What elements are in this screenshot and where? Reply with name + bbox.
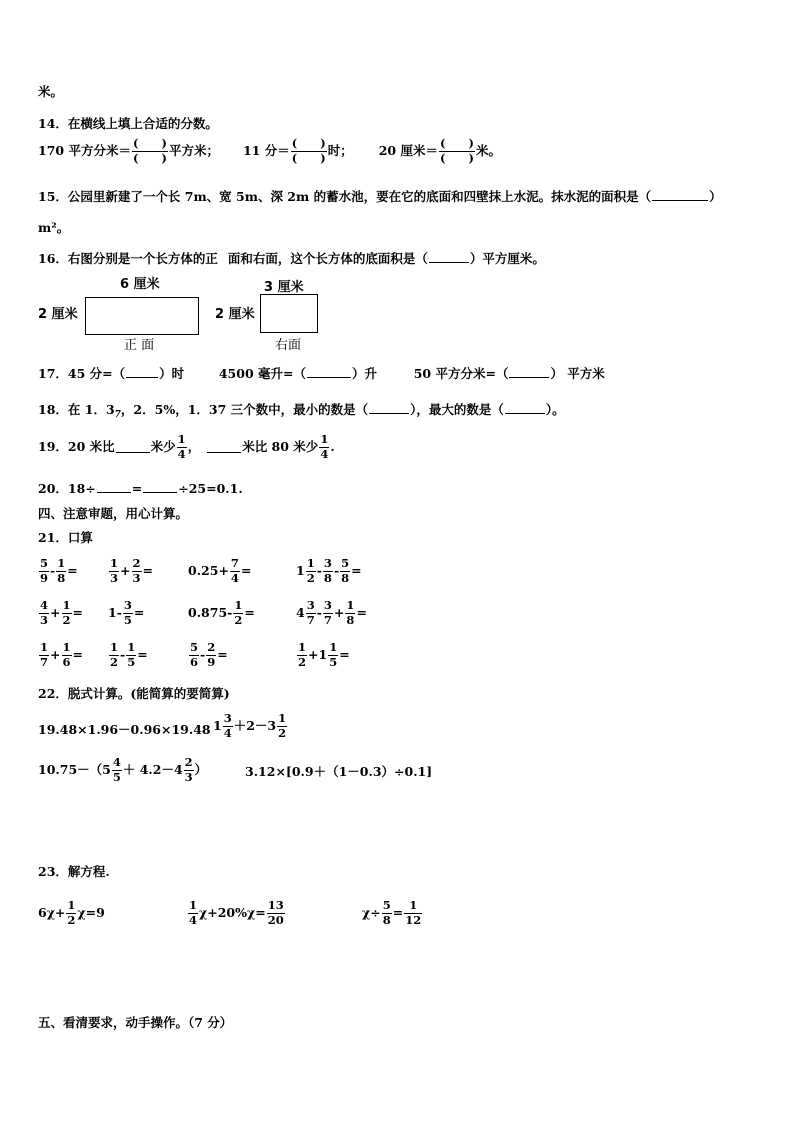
q22-e2-fraction-1 <box>223 713 233 739</box>
q21-r2-item-4-c-numerator: 1 <box>346 598 355 612</box>
q21-r1-item-3-b-denominator: 4 <box>230 570 239 585</box>
q20-p3: ÷25=0.1. <box>178 481 243 496</box>
q21-r1-item-1-end: = <box>67 562 78 578</box>
q21-r3-item-2-b-fraction <box>126 642 136 668</box>
q14c-denominator: ( ) <box>440 150 474 165</box>
q22-e3-end: ） <box>194 761 208 777</box>
q23-e1-end: χ=9 <box>77 904 105 920</box>
q21-r2-item-1-a-denominator: 3 <box>40 612 49 627</box>
q19-p5: . <box>330 438 335 454</box>
q21-r2-item-4-op: - <box>316 604 322 620</box>
q14a-denominator: ( ) <box>133 150 167 165</box>
q21-r1-item-4-b-fraction <box>323 558 333 584</box>
q21-r3-item-2 <box>108 642 148 668</box>
q21-r1-item-3-end: = <box>240 562 252 578</box>
front-bottom-label: 正 面 <box>124 338 155 353</box>
q21-r3-item-3-b-denominator: 9 <box>207 654 216 669</box>
q20-blank-2[interactable] <box>143 482 177 493</box>
q19-f1-num: 1 <box>177 432 186 446</box>
q23-e2-f1-den: 4 <box>189 912 198 927</box>
q19-p1: 19．20 米比 <box>38 438 115 454</box>
q17-blank-2[interactable] <box>307 367 351 378</box>
q14a-unit: 平方米； <box>168 142 219 158</box>
q21-r3-item-2-b-denominator: 5 <box>127 654 136 669</box>
right-top-label: 3 厘米 <box>264 280 304 295</box>
q22-e3-f1-num: 4 <box>112 755 121 769</box>
q21-r2-item-2-b-fraction <box>123 600 133 626</box>
q22-e2-f1-num: 3 <box>223 711 232 725</box>
q20-blank-1[interactable] <box>97 482 131 493</box>
q21-r1-item-1-a-fraction <box>39 558 49 584</box>
q21-r3-item-3-a-fraction <box>189 642 199 668</box>
q22-e3-mid: ＋ 4.2－4 <box>122 761 183 777</box>
q21-r2-item-3 <box>188 600 255 626</box>
q23-eq-3 <box>362 900 423 926</box>
q18-blank-2[interactable] <box>505 403 545 414</box>
q21-r3-item-2-op: - <box>120 646 126 662</box>
q18-p3: ），最大的数是（ <box>410 402 504 417</box>
q16-text-a: 16．右图分别是一个长方体的正 <box>38 251 218 266</box>
q19-p3: ， <box>187 438 201 454</box>
q23-eq-2 <box>187 900 286 926</box>
q16-text-c: ）平方厘米。 <box>469 251 545 266</box>
q21-r3-item-3-b-fraction <box>206 642 216 668</box>
q21-r3-item-3-a-denominator: 6 <box>190 654 199 669</box>
q21-r1-item-1-b-fraction <box>56 558 66 584</box>
q21-r1-item-1-a-numerator: 5 <box>40 556 49 570</box>
q19-fraction-2 <box>319 434 329 460</box>
q21-r2-item-4-c-denominator: 8 <box>346 612 355 627</box>
q18-line <box>38 403 565 420</box>
q23-e1-num: 1 <box>67 898 76 912</box>
q21-r3-item-4-a-numerator: 1 <box>298 640 307 654</box>
section-4-title: 四、注意审题，用心计算。 <box>38 506 189 521</box>
q21-r1-item-4-end: = <box>351 562 362 578</box>
q23-e1-fraction <box>66 900 76 926</box>
q14b-left: 11 分＝ <box>242 142 290 158</box>
q19-blank-2[interactable] <box>207 442 241 453</box>
q17-p1: 17．45 分=（ <box>38 366 126 381</box>
q22-expr-1: 19.48×1.96－0.96×19.48 <box>38 722 211 737</box>
q21-r3-item-4-b-fraction <box>328 642 338 668</box>
q15-unit: m²。 <box>38 220 70 235</box>
q21-r2-item-3-b-denominator: 2 <box>234 612 243 627</box>
q23-e3-f2-num: 1 <box>409 898 418 912</box>
q21-r1-item-2-b-fraction <box>132 558 142 584</box>
q21-r2-item-4-end: = <box>356 604 367 620</box>
q21-r2-item-4-b-numerator: 3 <box>323 598 332 612</box>
q21-r3-item-3-b-numerator: 2 <box>207 640 216 654</box>
top-line: 米。 <box>38 84 64 99</box>
q21-r1-item-2-a-denominator: 3 <box>110 570 119 585</box>
q18-p4: ）。 <box>545 402 565 417</box>
q22-e2-f2-num: 1 <box>278 711 287 725</box>
q21-r2-item-4-b-denominator: 7 <box>323 612 332 627</box>
q18-blank-1[interactable] <box>369 403 409 414</box>
q21-r3-item-4-end: = <box>339 646 350 662</box>
q21-r3-item-4 <box>296 642 350 668</box>
q16-line <box>38 252 545 266</box>
q14-items <box>38 138 501 164</box>
q21-r2-item-1-end: = <box>72 604 83 620</box>
q14a-fraction <box>132 138 168 164</box>
q21-r1-item-1-a-denominator: 9 <box>40 570 49 585</box>
q23-e3-fraction-1 <box>382 900 392 926</box>
q19-f2-den: 4 <box>320 446 329 461</box>
q21-r1-item-3-b-numerator: 7 <box>230 556 239 570</box>
q21-r1-item-1-b-denominator: 8 <box>57 570 66 585</box>
q23-e1-den: 2 <box>67 912 76 927</box>
q21-r1-item-3-b-fraction <box>230 558 240 584</box>
q21-r1-item-2 <box>108 558 153 584</box>
q14a-left: 170 平方分米＝ <box>38 142 131 158</box>
q21-r1-item-1 <box>38 558 78 584</box>
q23-e2-f2-num: 13 <box>267 898 284 912</box>
q21-r1-item-3-lead: 0.25+ <box>188 562 229 578</box>
q23-e2-fraction-2 <box>267 900 285 926</box>
q21-r3-item-1-b-numerator: 1 <box>62 640 71 654</box>
q23-e3-f1-den: 8 <box>382 912 391 927</box>
q21-r2-item-1-b-denominator: 2 <box>62 612 71 627</box>
q23-e1-lead: 6χ+ <box>38 904 66 920</box>
q19-fraction-1 <box>177 434 187 460</box>
q14b-fraction <box>291 138 327 164</box>
q21-r2-item-4 <box>296 600 367 626</box>
q17-blank-3[interactable] <box>509 367 549 378</box>
q21-title: 21．口算 <box>38 530 93 545</box>
q21-row-3 <box>38 642 378 676</box>
q21-r1-item-4-op: - <box>316 562 322 578</box>
q16-text-b: 面和右面，这个长方体的底面积是（ <box>227 251 428 266</box>
q23-e2-fraction-1 <box>188 900 198 926</box>
q18-repeating-digit: 7 <box>114 410 121 420</box>
q23-e2-f2-den: 20 <box>267 912 284 927</box>
q22-e3-f2-den: 3 <box>184 769 193 784</box>
q22-e2-whole: 1 <box>213 717 222 733</box>
q21-row-2 <box>38 600 378 634</box>
q21-r2-item-4-op2: + <box>333 604 345 620</box>
q22-expr-3 <box>38 757 207 783</box>
q14b-denominator: ( ) <box>291 150 326 165</box>
q21-r3-item-1-op: + <box>50 646 61 662</box>
q21-r2-item-1-a-fraction <box>39 600 49 626</box>
q15-text: 15．公园里新建了一个长 7m、宽 5m、深 2m 的蓄水池，要在它的底面和四壁抹上水泥。抹水泥的面积是（ <box>38 189 652 204</box>
q21-r1-item-1-b-numerator: 1 <box>57 556 66 570</box>
q20-p2: = <box>131 481 143 496</box>
q21-r3-item-1-b-fraction <box>62 642 72 668</box>
q21-r2-item-4-c-fraction <box>345 600 355 626</box>
front-top-label: 6 厘米 <box>120 277 160 292</box>
q21-r2-item-2-lead: 1- <box>108 604 122 620</box>
q18-p1: 18．在 1．3 <box>38 402 115 417</box>
q21-r2-item-1-b-numerator: 1 <box>62 598 71 612</box>
q15-close: ） <box>709 189 722 204</box>
q23-e3-f2-den: 12 <box>405 912 422 927</box>
q21-r2-item-2-b-denominator: 5 <box>123 612 132 627</box>
q21-r2-item-1 <box>38 600 83 626</box>
q19-line <box>38 434 335 460</box>
q19-f2-num: 1 <box>320 432 329 446</box>
q21-r1-item-4-a-denominator: 2 <box>306 570 315 585</box>
q21-r2-item-4-whole: 4 <box>296 604 305 620</box>
q19-f1-den: 4 <box>177 446 186 461</box>
q21-r1-item-2-a-numerator: 1 <box>110 556 119 570</box>
q23-title: 23．解方程. <box>38 864 110 879</box>
q21-r3-item-4-whole2: 1 <box>318 646 328 662</box>
q20-p1: 20．18÷ <box>38 481 96 496</box>
q22-e2-f1-den: 4 <box>223 725 232 740</box>
q14b-numerator: ( ) <box>291 136 326 150</box>
q22-e3-fraction-2 <box>184 757 194 783</box>
q21-r2-item-1-op: + <box>50 604 61 620</box>
q21-r2-item-2 <box>108 600 144 626</box>
q21-r3-item-2-a-numerator: 1 <box>110 640 119 654</box>
q21-r2-item-4-a-fraction <box>306 600 316 626</box>
q21-r1-item-4-a-fraction <box>306 558 316 584</box>
front-side-label: 2 厘米 <box>38 307 78 322</box>
q17-p1b: ）时 <box>159 366 185 381</box>
q14b-unit: 时； <box>327 142 353 158</box>
q14c-numerator: ( ) <box>440 136 474 150</box>
q21-r2-item-3-lead: 0.875- <box>188 604 233 620</box>
q21-r1-item-4-b-numerator: 3 <box>323 556 332 570</box>
q21-r3-item-4-b-numerator: 1 <box>329 640 338 654</box>
q21-r3-item-1-a-numerator: 1 <box>40 640 49 654</box>
q17-p2b: ）升 <box>351 366 377 381</box>
q21-r2-item-3-end: = <box>244 604 255 620</box>
q21-r3-item-4-a-denominator: 2 <box>298 654 307 669</box>
q22-e3-f1-den: 5 <box>112 769 121 784</box>
section-5-title: 五、看清要求，动手操作。（7 分） <box>38 1015 233 1030</box>
q21-r1-item-4 <box>296 558 362 584</box>
q17-p3b: ） 平方米 <box>550 366 605 381</box>
q21-r2-item-3-b-numerator: 1 <box>234 598 243 612</box>
q15-line <box>38 190 722 204</box>
q21-r3-item-1-a-fraction <box>39 642 49 668</box>
q21-r1-item-4-a-numerator: 1 <box>306 556 315 570</box>
q21-r1-item-4-b-denominator: 8 <box>323 570 332 585</box>
q22-title: 22．脱式计算。(能简算的要简算) <box>38 686 230 701</box>
q22-e2-fraction-2 <box>277 713 287 739</box>
q21-r2-item-4-b-fraction <box>323 600 333 626</box>
right-side-label: 2 厘米 <box>215 307 255 322</box>
q21-r1-item-4-c-denominator: 8 <box>341 570 350 585</box>
q21-r3-item-4-op: + <box>308 646 319 662</box>
q21-r3-item-4-b-denominator: 5 <box>329 654 338 669</box>
q21-r3-item-1-b-denominator: 6 <box>62 654 71 669</box>
q14c-fraction <box>439 138 475 164</box>
front-face-rect <box>85 297 199 335</box>
q21-r1-item-4-c-numerator: 5 <box>341 556 350 570</box>
q23-e3-lead: χ÷ <box>362 904 381 920</box>
right-face-rect <box>260 294 318 333</box>
q21-r3-item-3-end: = <box>217 646 228 662</box>
q23-e3-f1-num: 5 <box>382 898 391 912</box>
q18-p2: ，2．5%，1．37 三个数中，最小的数是（ <box>120 402 369 417</box>
right-bottom-label: 右面 <box>275 338 302 353</box>
q19-p2: 米少 <box>150 438 176 454</box>
q22-expr-2 <box>213 713 288 739</box>
q21-r2-item-1-a-numerator: 4 <box>40 598 49 612</box>
q19-p4: 米比 80 米少 <box>242 438 319 454</box>
q21-r3-item-4-a-fraction <box>297 642 307 668</box>
q23-e2-f1-num: 1 <box>189 898 198 912</box>
q21-r2-item-4-a-denominator: 7 <box>306 612 315 627</box>
q17-blank-1[interactable] <box>126 367 158 378</box>
q21-r1-item-2-end: = <box>142 562 153 578</box>
q22-e3-fraction-1 <box>112 757 122 783</box>
q21-r3-item-3-a-numerator: 5 <box>190 640 199 654</box>
q21-r3-item-2-b-numerator: 1 <box>127 640 136 654</box>
q21-r1-item-2-b-denominator: 3 <box>132 570 141 585</box>
q21-r1-item-4-c-fraction <box>340 558 350 584</box>
q22-e2-f2-den: 2 <box>278 725 287 740</box>
q15-answer-blank[interactable] <box>652 190 708 201</box>
q23-eq-1 <box>38 900 105 926</box>
q21-r2-item-2-b-numerator: 3 <box>123 598 132 612</box>
q22-e3-f2-num: 2 <box>184 755 193 769</box>
q21-r3-item-3 <box>188 642 228 668</box>
q23-e3-mid: = <box>392 904 404 920</box>
q21-r2-item-3-b-fraction <box>233 600 243 626</box>
q21-r1-item-4-op2: - <box>333 562 340 578</box>
q21-r3-item-2-end: = <box>137 646 148 662</box>
q21-r1-item-2-b-numerator: 2 <box>132 556 141 570</box>
q21-r3-item-2-a-fraction <box>109 642 119 668</box>
q21-r3-item-1 <box>38 642 83 668</box>
q21-r1-item-2-op: + <box>120 562 131 578</box>
q14c-left: 20 厘米＝ <box>378 142 438 158</box>
q21-row-1 <box>38 558 378 592</box>
q17-p3: 50 平方分米=（ <box>413 366 509 381</box>
q21-r3-item-1-a-denominator: 7 <box>40 654 49 669</box>
q22-e2-mid: ＋2－3 <box>233 717 277 733</box>
q21-r3-item-3-op: - <box>200 646 206 662</box>
q14c-unit: 米。 <box>475 142 501 158</box>
q21-r1-item-2-a-fraction <box>109 558 119 584</box>
q22-expr-4: 3.12×[0.9＋（1－0.3）÷0.1] <box>245 764 433 779</box>
q21-r3-item-1-end: = <box>72 646 83 662</box>
q21-r1-item-4-whole: 1 <box>296 562 305 578</box>
q14-title: 14．在横线上填上合适的分数。 <box>38 116 218 131</box>
q21-r3-item-2-a-denominator: 2 <box>110 654 119 669</box>
q21-r1-item-1-op: - <box>50 562 56 578</box>
q20-line <box>38 482 243 496</box>
q14a-numerator: ( ) <box>133 136 167 150</box>
q21-r2-item-2-end: = <box>133 604 145 620</box>
q21-r2-item-4-a-numerator: 3 <box>306 598 315 612</box>
q21-r1-item-3 <box>188 558 251 584</box>
q16-answer-blank[interactable] <box>429 252 469 263</box>
q17-line <box>38 367 605 381</box>
q19-blank-1[interactable] <box>116 442 150 453</box>
q23-e3-fraction-2 <box>404 900 422 926</box>
q23-e2-mid: χ+20%χ= <box>199 904 266 920</box>
q21-r2-item-1-b-fraction <box>62 600 72 626</box>
q17-p2: 4500 毫升=（ <box>218 366 306 381</box>
q22-e3-lead: 10.75－（5 <box>38 761 111 777</box>
